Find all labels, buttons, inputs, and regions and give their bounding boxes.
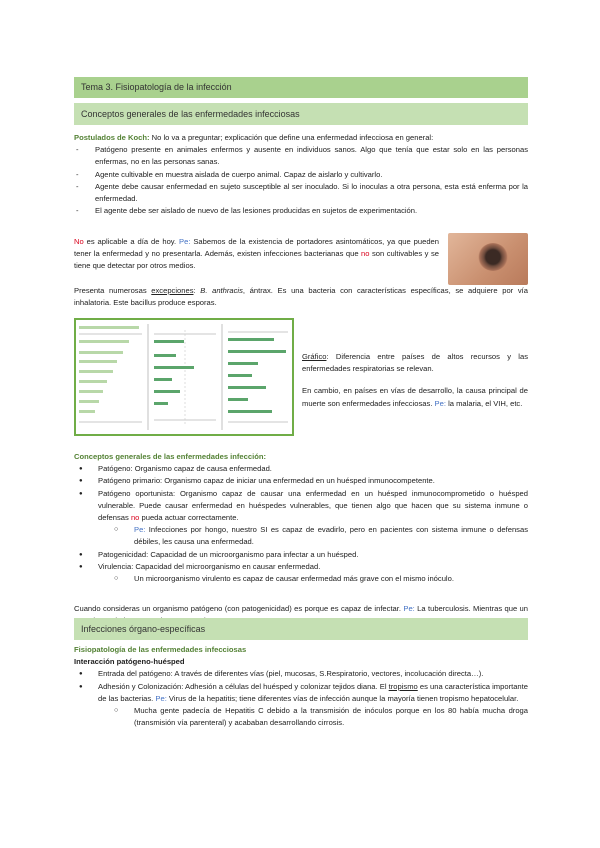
text-run: Virus de la hepatitis; tiene diferentes vías de infección aunque la mayoría tienen tropismo hepatocelular. (166, 693, 519, 703)
text-run: En cambio, en países en vías de desarrollo, la causa principal de muerte son enfermedades infecciosas. (302, 386, 528, 408)
koch-item: - Agente debe causar enfermedad en sujeto susceptible al ser inoculado. Si lo inoculas a otra persona, esta está enferma por la enfermedad. (74, 181, 528, 205)
text-run: La tuberculosis. Mientras que un (417, 604, 528, 613)
grafico-paragraph (302, 351, 528, 410)
no-word: no (130, 513, 140, 523)
mortality-chart-image (74, 318, 294, 436)
excepciones-underlined: excepciones (151, 286, 194, 295)
text-run: Sabemos de la existencia de portadores asintomáticos, ya que pueden tener la enfermedad y no presentarla. Además, existen infecciones bacterianas que (74, 237, 439, 259)
grafico-line-2 (302, 385, 528, 409)
bullet-patogeno-oportunista (74, 488, 528, 525)
text-run: Infecciones por hongo, nuestro SI es capaz de evadirlo, pero en pacientes con sistema inmune o defensas débiles, les causa una enfermedad. (134, 525, 528, 547)
no-aplicable-paragraph (74, 236, 439, 273)
topic-title: Tema 3. Fisiopatología de la infección (81, 82, 232, 92)
pe-label: Pe: (434, 398, 446, 408)
species-name: B. anthracis (200, 286, 243, 295)
pe-label: Pe: (134, 525, 146, 535)
excepciones-paragraph (74, 285, 528, 309)
fisio-subheading: Interacción patógeno-huésped (74, 657, 185, 667)
section-title-organo: Infecciones órgano-específicas (81, 624, 206, 634)
no-word: No (74, 237, 84, 246)
chart-graphic (76, 320, 292, 434)
koch-item: - Agente cultivable en muestra aislada de cuerpo animal. Capaz de aislarlo y cultivarlo. (74, 169, 528, 181)
sub-item-hongos (74, 524, 528, 548)
concepts-block (74, 451, 528, 585)
grafico-line-1 (302, 351, 528, 375)
topic-title-band (74, 77, 528, 98)
bullet-patogenicidad: ● Patogenicidad: Capacidad de un microorganismo para infectar a un huésped. (74, 549, 528, 561)
text-run: es una característica importante de las bacterias. (98, 681, 528, 703)
section-title-general: Conceptos generales de las enfermedades infecciosas (81, 109, 300, 119)
concepts-heading: Conceptos generales de las enfermedades infección: (74, 452, 267, 461)
sub-item-virulento: ○ Un microorganismo virulento es capaz de causar enfermedad más grave con el mismo inóculo. (74, 573, 528, 585)
text-run: : Diferencia entre países de altos recursos y las enfermedades respiratorias se relevan. (302, 352, 528, 374)
skin-lesion-photo (448, 233, 528, 285)
text-run: : (193, 286, 201, 295)
text-run: Presenta numerosas (74, 286, 152, 295)
pe-label: Pe: (403, 604, 415, 613)
tropismo-underlined: tropismo (388, 681, 418, 691)
pe-label: Pe: (155, 693, 167, 703)
text-run: Cuando consideras un organismo patógeno (con patogenicidad) es porque es capaz de infectar. (74, 604, 404, 613)
fisiopatologia-block (74, 644, 528, 729)
pe-label: Pe: (179, 237, 191, 246)
koch-lead-text: No lo va a preguntar; explicación que define una enfermedad infecciosa en general: (149, 133, 434, 142)
bullet-adhesion (74, 681, 528, 705)
bullet-patogeno-primario: ● Patógeno primario: Organismo capaz de iniciar una enfermedad en un huésped inmunocompetente. (74, 475, 528, 487)
koch-item: - El agente debe ser aislado de nuevo de las lesiones producidas en sujetos de experimentación. (74, 205, 528, 217)
text-run: son cultivables y se tiene que detectar por otros medios. (74, 249, 439, 271)
bullet-patogeno: ● Patógeno: Organismo capaz de causa enfermedad. (74, 463, 528, 475)
text-run: Adhesión y Colonización: Adhesión a células del huésped y colonizar tejidos diana. El (98, 681, 389, 691)
lesion-shape (478, 243, 508, 271)
grafico-label: Gráfico (302, 352, 327, 361)
fisio-heading: Fisiopatología de las enfermedades infecciosas (74, 645, 247, 654)
koch-lead: Postulados de Koch: (74, 133, 150, 142)
bullet-virulencia: ● Virulencia: Capacidad del microorganismo en causar enfermedad. (74, 561, 528, 573)
text-run: Patógeno oportunista: Organismo capaz de causar una enfermedad en un huésped inmunocomprometido o huésped vulnerable. Puede causar enfermedad en huéspedes vulnerables, que tienen algo que hacen que su sistema inmune o defensas (98, 488, 528, 523)
text-run: , ántrax. Es una bacteria con características específicas, se adquiere por vía inhalatoria. Este bacillus produce esporas. (74, 286, 528, 308)
section-band-general (74, 103, 528, 125)
koch-postulates-list (74, 144, 528, 217)
koch-item: - Patógeno presente en animales enfermos y ausente en individuos sanos. Algo que tenía que estar solo en las personas enfermas, no en las personas sanas. (74, 144, 528, 168)
bullet-entrada: ● Entrada del patógeno: A través de diferentes vías (piel, mucosas, S.Respiratorio, vectores, incolucación directa…). (74, 668, 528, 680)
section-band-organo (74, 618, 528, 640)
no-word: no (361, 249, 370, 259)
sub-item-hepatitis-c: ○ Mucha gente padecía de Hepatitis C debido a la transmisión de inóculos porque en los 80 había mucha droga (transmisión vía parenteral) y acababan desarrollando cirrosis. (74, 705, 528, 729)
text-run: es aplicable a día de hoy. (83, 237, 180, 246)
koch-block (74, 132, 528, 217)
koch-intro (74, 132, 528, 144)
text-run: pueda actuar correctamente. (139, 513, 239, 523)
text-run: la malaria, el VIH, etc. (445, 398, 523, 408)
